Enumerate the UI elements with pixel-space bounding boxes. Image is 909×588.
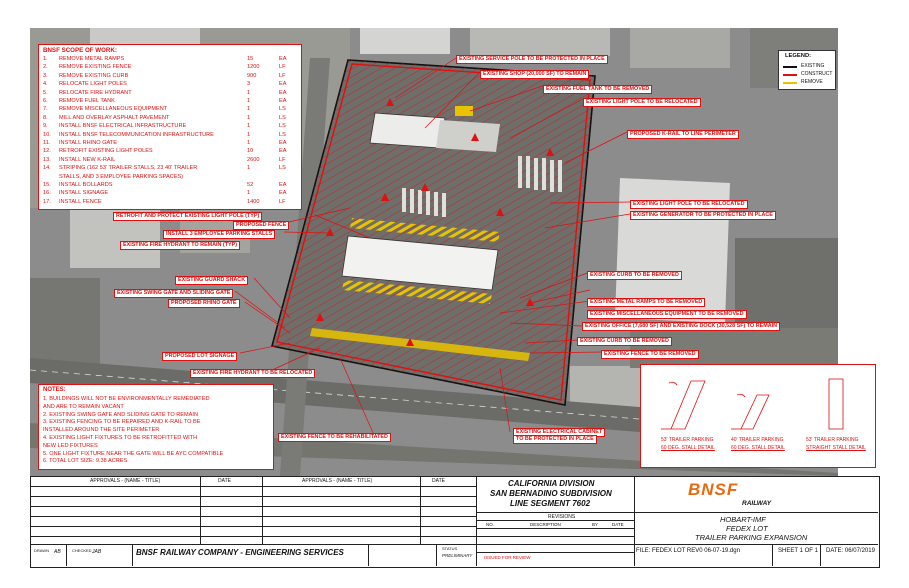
drawn-by: AB — [54, 549, 61, 555]
legend-title: LEGEND: — [785, 53, 812, 59]
title-block-rule — [66, 544, 67, 566]
callout-swing-gate: EXISTING SWING GATE AND SLIDING GATE — [114, 289, 233, 298]
title-block-rule — [30, 486, 476, 487]
scope-item-desc: INSTALL SIGNAGE — [59, 190, 109, 197]
scope-item — [39, 73, 301, 81]
project-line-1: HOBART-IMF — [720, 515, 766, 524]
detail-title: 53' TRAILER PARKING — [806, 437, 859, 443]
callout-electrical-cabinet-2: TO BE PROTECTED IN PLACE — [513, 435, 597, 444]
scope-item — [39, 115, 301, 123]
scope-item-desc: INSTALL RHINO GATE — [59, 140, 118, 146]
scope-item-n: 11. — [43, 140, 51, 146]
scope-item — [39, 56, 301, 64]
scope-item-unit: EA — [279, 190, 287, 197]
shop-building — [370, 113, 445, 148]
scope-item-desc: INSTALL FENCE — [59, 198, 102, 205]
scope-item-desc: RELOCATE LIGHT POLES — [59, 81, 127, 88]
scope-item-n: 2. — [43, 64, 48, 71]
scope-item-qty: 1 — [247, 140, 251, 146]
scope-item-desc: REMOVE EXISTING CURB — [59, 72, 129, 79]
title-block-rule — [368, 544, 369, 566]
callout-light-pole-relocated-2: EXISTING LIGHT POLE TO BE RELOCATED — [630, 200, 748, 209]
scope-item-qty: 10 — [247, 148, 254, 155]
callout-service-pole: EXISTING SERVICE POLE TO BE PROTECTED IN PLACE — [456, 55, 608, 64]
title-block-rule — [30, 516, 476, 517]
rev-no-label: NO. — [486, 522, 495, 527]
scope-item-qty: 1 — [247, 131, 251, 138]
legend-swatch — [783, 82, 797, 84]
scope-item-desc: RETROFIT EXISTING LIGHT POLES — [59, 148, 153, 155]
callout-electrical-cabinet-1: EXISTING ELECTRICAL CABINET — [513, 428, 605, 437]
scope-item-unit: EA — [279, 148, 287, 155]
scope-item-qty: 900 — [247, 72, 257, 79]
scope-item — [39, 182, 301, 190]
callout-guard-shack: EXISTING GUARD SHACK — [175, 276, 248, 285]
callout-fence-removed: EXISTING FENCE TO BE REMOVED — [601, 350, 699, 359]
detail-sub: 60 DEG. STALL DETAIL — [661, 445, 715, 451]
date-label-1: DATE — [218, 478, 231, 484]
title-block-rule — [132, 544, 133, 566]
scope-item-qty: 1 — [247, 114, 251, 121]
scope-item — [39, 165, 301, 173]
notes-title: NOTES: — [43, 387, 66, 393]
scope-item-qty: 3 — [247, 81, 251, 88]
scope-item — [39, 190, 301, 198]
scope-item-qty: 1 — [247, 123, 251, 130]
scope-item-unit: LS — [279, 165, 286, 172]
scope-item-qty: 1 — [247, 190, 251, 197]
title-block-rule — [476, 512, 634, 513]
callout-fuel-tank: EXISTING FUEL TANK TO BE REMOVED — [543, 85, 652, 94]
scope-item-n: 13. — [43, 156, 51, 163]
legend-panel — [778, 50, 836, 90]
scope-of-work-panel — [38, 44, 302, 210]
callout-retrofit-light: RETROFIT AND PROTECT EXISTING LIGHT POLE (TYP) — [113, 212, 262, 221]
rev-desc-label: DESCRIPTION — [530, 522, 561, 527]
scope-item-n: 8. — [43, 114, 48, 121]
approvals-label-2: APPROVALS - (NAME - TITLE) — [302, 478, 373, 484]
scope-item-unit: EA — [279, 140, 287, 146]
legend-label: EXISTING — [801, 63, 825, 69]
scope-item-qty: 52 — [247, 182, 254, 188]
title-block-rule — [634, 512, 878, 513]
bnsf-logo-sub: RAILWAY — [742, 500, 772, 507]
title-block-rule — [476, 476, 477, 566]
scope-item — [39, 64, 301, 72]
callout-metal-ramps: EXISTING METAL RAMPS TO BE REMOVED — [587, 298, 705, 307]
callout-generator: EXISTING GENERATOR TO BE PROTECTED IN PLACE — [630, 211, 776, 220]
scope-item-desc: STALLS, AND 3 EMPLOYEE PARKING SPACES) — [59, 173, 184, 180]
scope-item-n: 6. — [43, 98, 48, 104]
scope-item-qty: 2600 — [247, 156, 260, 163]
legend-label: CONSTRUCT — [801, 71, 833, 77]
callout-curb-removed-2: EXISTING CURB TO BE REMOVED — [577, 337, 672, 346]
scope-item-unit: LS — [279, 106, 286, 113]
scope-item-n: 9. — [43, 123, 48, 130]
scope-item-unit: EA — [279, 56, 287, 62]
scope-item — [39, 174, 301, 182]
title-block-rule — [30, 536, 476, 537]
scope-item-qty: 1 — [247, 89, 251, 96]
scope-item-qty: 15 — [247, 56, 254, 62]
notes-panel — [38, 384, 274, 470]
scope-item-unit: LF — [279, 72, 286, 79]
division: CALIFORNIA DIVISION — [508, 479, 595, 488]
callout-lot-signage: PROPOSED LOT SIGNAGE — [162, 352, 237, 361]
revisions-label: REVISIONS — [548, 514, 576, 520]
scope-item-n: 3. — [43, 72, 48, 79]
title-block-rule — [476, 552, 634, 553]
scope-item-desc: REMOVE MISCELLANEOUS EQUIPMENT — [59, 106, 168, 113]
scope-item — [39, 148, 301, 156]
scope-item — [39, 106, 301, 114]
note-item: AND ARE TO REMAIN VACANT — [43, 403, 124, 410]
scope-item-n: 10. — [43, 131, 51, 138]
scope-item-unit: LS — [279, 131, 286, 138]
title-block-rule — [820, 544, 821, 566]
scope-item-n: 14. — [43, 165, 51, 172]
scope-item-unit: EA — [279, 89, 287, 96]
scope-item-unit: LF — [279, 156, 286, 163]
scope-item-unit: LF — [279, 198, 286, 205]
callout-light-pole-relocated-1: EXISTING LIGHT POLE TO BE RELOCATED — [583, 98, 701, 107]
scope-item — [39, 132, 301, 140]
rev-entry: ISSUED FOR REVIEW — [484, 555, 531, 560]
scope-item-n: 16. — [43, 190, 51, 197]
detail-sub: 60 DEG. STALL DETAIL — [731, 445, 785, 451]
scope-item-desc: INSTALL BOLLARDS — [59, 182, 113, 188]
callout-fire-hydrant-relocated: EXISTING FIRE HYDRANT TO BE RELOCATED — [190, 369, 315, 378]
scope-item-desc: REMOVE EXISTING FENCE — [59, 64, 132, 71]
note-item: 3. EXISTING FENCING TO BE REPAIRED AND K-RAIL TO BE — [43, 419, 201, 426]
stall-detail-panel — [640, 364, 876, 468]
note-item: 1. BUILDINGS WILL NOT BE ENVIRONMENTALLY REMEDIATED — [43, 396, 210, 402]
callout-fence-rehab: EXISTING FENCE TO BE REHABILITATED — [278, 433, 391, 442]
scope-item — [39, 157, 301, 165]
segment: LINE SEGMENT 7602 — [510, 499, 591, 508]
note-item: 2. EXISTING SWING GATE AND SLIDING GATE TO REMAIN — [43, 411, 198, 418]
scope-item — [39, 123, 301, 131]
stall-details-graphic — [641, 365, 875, 467]
approvals-label-1: APPROVALS - (NAME - TITLE) — [90, 478, 161, 484]
sheet-number: SHEET 1 OF 1 — [778, 548, 818, 554]
title-block-rule — [634, 476, 635, 566]
file-name: FILE: FEDEX LOT REV0 06-07-19.dgn — [636, 548, 740, 554]
callout-misc-equipment: EXISTING MISCELLANEOUS EQUIPMENT TO BE REMOVED — [587, 310, 747, 319]
scope-item-desc: INSTALL BNSF TELECOMMUNICATION INFRASTRUCTURE — [59, 131, 214, 138]
scope-item-qty: 1400 — [247, 198, 260, 205]
callout-employee-stalls: INSTALL 3 EMPLOYEE PARKING STALLS — [163, 230, 275, 239]
status-value: PRELIMINARY — [442, 553, 473, 558]
detail-title: 40' TRAILER PARKING — [731, 437, 784, 443]
scope-item-unit: EA — [279, 182, 287, 188]
status-label: STATUS — [442, 546, 458, 551]
note-item: INSTALLED AROUND THE SITE PERIMETER — [43, 427, 160, 434]
bnsf-logo: BNSF — [688, 480, 739, 499]
subdivision: SAN BERNADINO SUBDIVISION — [490, 489, 612, 498]
scope-item-n: 12. — [43, 148, 51, 155]
scope-item — [39, 140, 301, 148]
rev-by-label: BY — [592, 522, 599, 527]
drawing-date: DATE: 06/07/2019 — [826, 548, 875, 554]
scope-item-n: 15. — [43, 182, 51, 188]
scope-item — [39, 98, 301, 106]
title-block-rule — [262, 476, 263, 544]
callout-curb-removed-1: EXISTING CURB TO BE REMOVED — [587, 271, 682, 280]
scope-item-unit: EA — [279, 81, 287, 88]
scope-item-desc: RELOCATE FIRE HYDRANT — [59, 89, 132, 96]
scope-item-unit: LF — [279, 64, 286, 71]
title-block-rule — [476, 536, 634, 537]
scope-item-n: 4. — [43, 81, 48, 88]
detail-sub: STRAIGHT STALL DETAIL — [806, 445, 866, 451]
detail-title: 53' TRAILER PARKING — [661, 437, 714, 443]
title-block-rule — [420, 476, 421, 544]
legend-swatch — [783, 66, 797, 68]
company-name: BNSF RAILWAY COMPANY - ENGINEERING SERVICES — [136, 548, 344, 557]
scope-item-n: 17. — [43, 198, 51, 205]
note-item: NEW LED FIXTURES — [43, 442, 98, 449]
scope-item-n: 7. — [43, 106, 48, 113]
callout-fire-hydrant-remain: EXISTING FIRE HYDRANT TO REMAIN (TYP) — [120, 241, 240, 250]
scope-item-desc: STRIPING (162 53' TRAILER STALLS, 23 40' TRAILER — [59, 165, 198, 172]
callout-rhino-gate: PROPOSED RHINO GATE — [168, 299, 240, 308]
title-block-rule — [30, 544, 878, 545]
title-block-rule — [30, 506, 476, 507]
scope-item-desc: REMOVE METAL RAMPS — [59, 56, 125, 62]
note-item: 4. EXISTING LIGHT FIXTURES TO BE RETROFITTED WITH — [43, 435, 198, 441]
scope-item-n: 1. — [43, 56, 48, 62]
checked-label: CHECKED — [72, 548, 92, 553]
legend-swatch — [783, 74, 797, 76]
legend-label: REMOVE — [801, 79, 823, 85]
scope-item — [39, 90, 301, 98]
scope-item-qty: 1200 — [247, 64, 260, 71]
note-item: 5. ONE LIGHT FIXTURE NEAR THE GATE WILL BE AYC COMPATIBLE — [43, 450, 224, 457]
scope-item-unit: EA — [279, 98, 287, 104]
scope-item-desc: REMOVE FUEL TANK — [59, 98, 115, 104]
scope-item-unit: LS — [279, 123, 286, 130]
title-block-rule — [476, 520, 634, 521]
note-item: 6. TOTAL LOT SIZE: 9.38 ACRES — [43, 458, 128, 465]
scope-item-qty: 1 — [247, 98, 251, 104]
scope-item-n: 5. — [43, 89, 48, 96]
date-label-2: DATE — [432, 478, 445, 484]
title-block-rule — [30, 496, 476, 497]
project-line-3: TRAILER PARKING EXPANSION — [695, 533, 808, 542]
drawn-label: DRAWN — [34, 548, 49, 553]
scope-item-qty: 1 — [247, 106, 251, 113]
scope-item-desc: MILL AND OVERLAY ASPHALT PAVEMENT — [59, 114, 170, 121]
scope-item — [39, 81, 301, 89]
scope-item-qty: 1 — [247, 165, 251, 172]
title-block-rule — [772, 544, 773, 566]
title-block-rule — [200, 476, 201, 544]
scope-title: BNSF SCOPE OF WORK: — [43, 47, 117, 54]
callout-k-rail: PROPOSED K-RAIL TO LINE PERIMETER — [627, 130, 739, 139]
scope-item-unit: LS — [279, 114, 286, 121]
scope-item — [39, 199, 301, 207]
rev-date-label: DATE — [612, 522, 624, 527]
title-block-rule — [436, 544, 437, 566]
checked-by: JAB — [92, 549, 102, 555]
callout-office-dock: EXISTING OFFICE (7,680 SF) AND EXISTING DOCK (30,528 SF) TO REMAIN — [582, 322, 780, 331]
callout-proposed-fence: PROPOSED FENCE — [233, 221, 289, 230]
project-line-2: FEDEX LOT — [726, 524, 768, 533]
scope-item-desc: INSTALL BNSF ELECTRICAL INFRASTRUCTURE — [59, 123, 187, 130]
title-block-rule — [30, 526, 476, 527]
callout-shop: EXISTING SHOP (20,000 SF) TO REMAIN — [480, 70, 589, 79]
scope-item-desc: INSTALL NEW K-RAIL — [59, 156, 116, 163]
title-block-rule — [476, 528, 634, 529]
